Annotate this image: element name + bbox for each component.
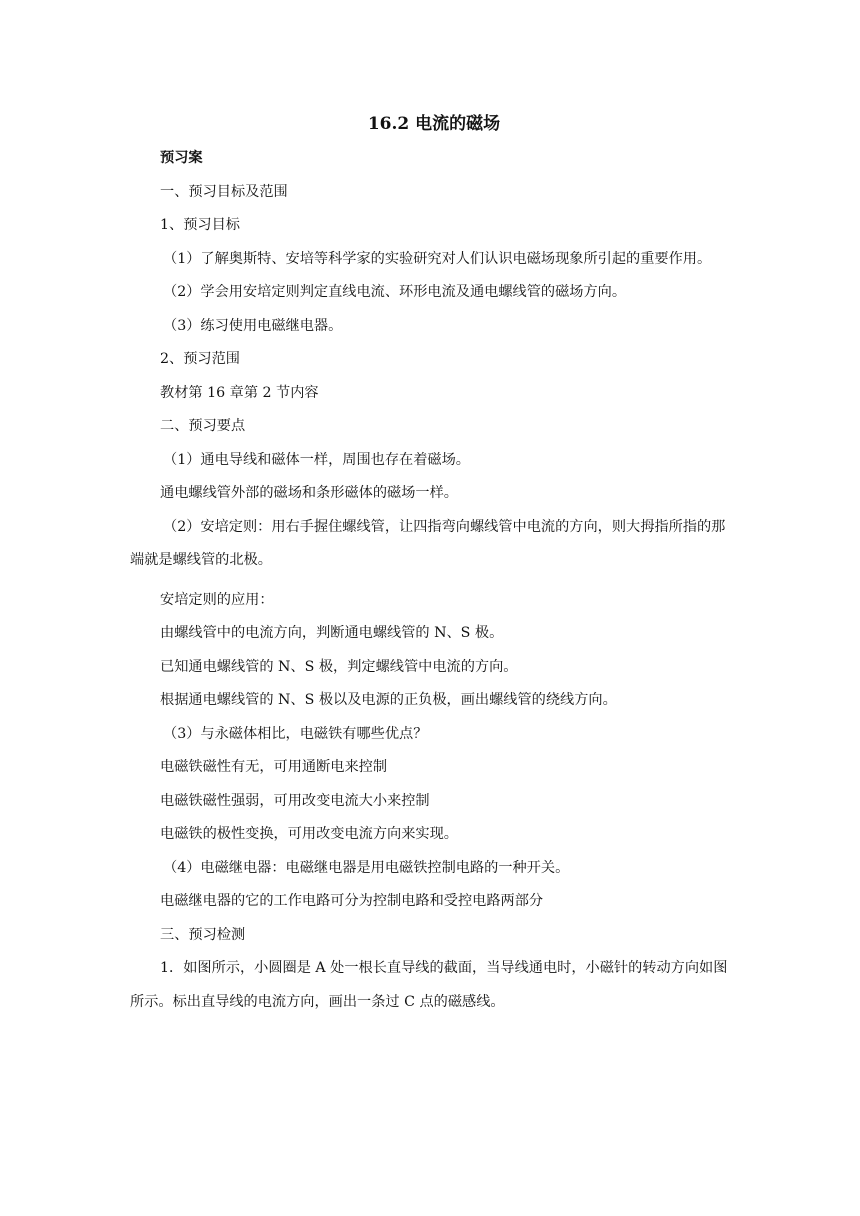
heading-key-points: 二、预习要点: [160, 418, 246, 434]
advantage-3: 电磁铁的极性变换，可用改变电流方向来实现。: [160, 826, 458, 842]
key-point-4: （4）电磁继电器：电磁继电器是用电磁铁控制电路的一种开关。: [163, 859, 570, 876]
key-point-1: （1）通电导线和磁体一样，周围也存在着磁场。: [163, 451, 470, 468]
rule-application-2: 已知通电螺线管的 N、S 极，判定螺线管中电流的方向。: [160, 658, 518, 675]
heading-preview-goals: 1、预习目标: [160, 217, 240, 233]
rule-application-1: 由螺线管中的电流方向，判断通电螺线管的 N、S 极。: [160, 625, 504, 641]
advantage-2: 电磁铁磁性强弱，可用改变电流大小来控制: [160, 792, 430, 809]
key-point-1-detail: 通电螺线管外部的磁场和条形磁体的磁场一样。: [160, 485, 458, 501]
goal-item-2: （2）学会用安培定则判定直线电流、环形电流及通电螺线管的磁场方向。: [163, 284, 627, 300]
heading-preview-check: 三、预习检测: [160, 926, 246, 943]
heading-preview-scope: 2、预习范围: [160, 351, 240, 367]
advantage-1: 电磁铁磁性有无，可用通断电来控制: [160, 759, 388, 775]
scope-text: 教材第 16 章第 2 节内容: [160, 384, 319, 401]
page-title: 16.2 电流的磁场: [367, 114, 501, 134]
document-body: [130, 147, 736, 1019]
key-point-4-detail: 电磁继电器的它的工作电路可分为控制电路和受控电路两部分: [160, 893, 544, 909]
goal-item-1: （1）了解奥斯特、安培等科学家的实验研究对人们认识电磁场现象所引起的重要作用。: [163, 250, 712, 267]
section-heading-preview: 预习案: [160, 150, 203, 166]
heading-goals-and-scope: 一、预习目标及范围: [160, 183, 288, 200]
key-point-3: （3）与永磁体相比，电磁铁有哪些优点？: [163, 725, 428, 742]
rule-application-3: 根据通电螺线管的 N、S 极以及电源的正负极，画出螺线管的绕线方向。: [160, 692, 617, 708]
check-question-1: 1．如图所示，小圆圈是 A 处一根长直导线的截面，当导线通电时，小磁针的转动方向如图所示。标出直导线的电流方向，画出一条过 C 点的磁感线。: [130, 960, 728, 1010]
key-point-2: （2）安培定则：用右手握住螺线管，让四指弯向螺线管中电流的方向，则大拇指所指的那端就是螺线管的北极。: [130, 518, 726, 568]
goal-item-3: （3）练习使用电磁继电器。: [163, 317, 343, 334]
rule-application-heading: 安培定则的应用：: [160, 591, 274, 608]
